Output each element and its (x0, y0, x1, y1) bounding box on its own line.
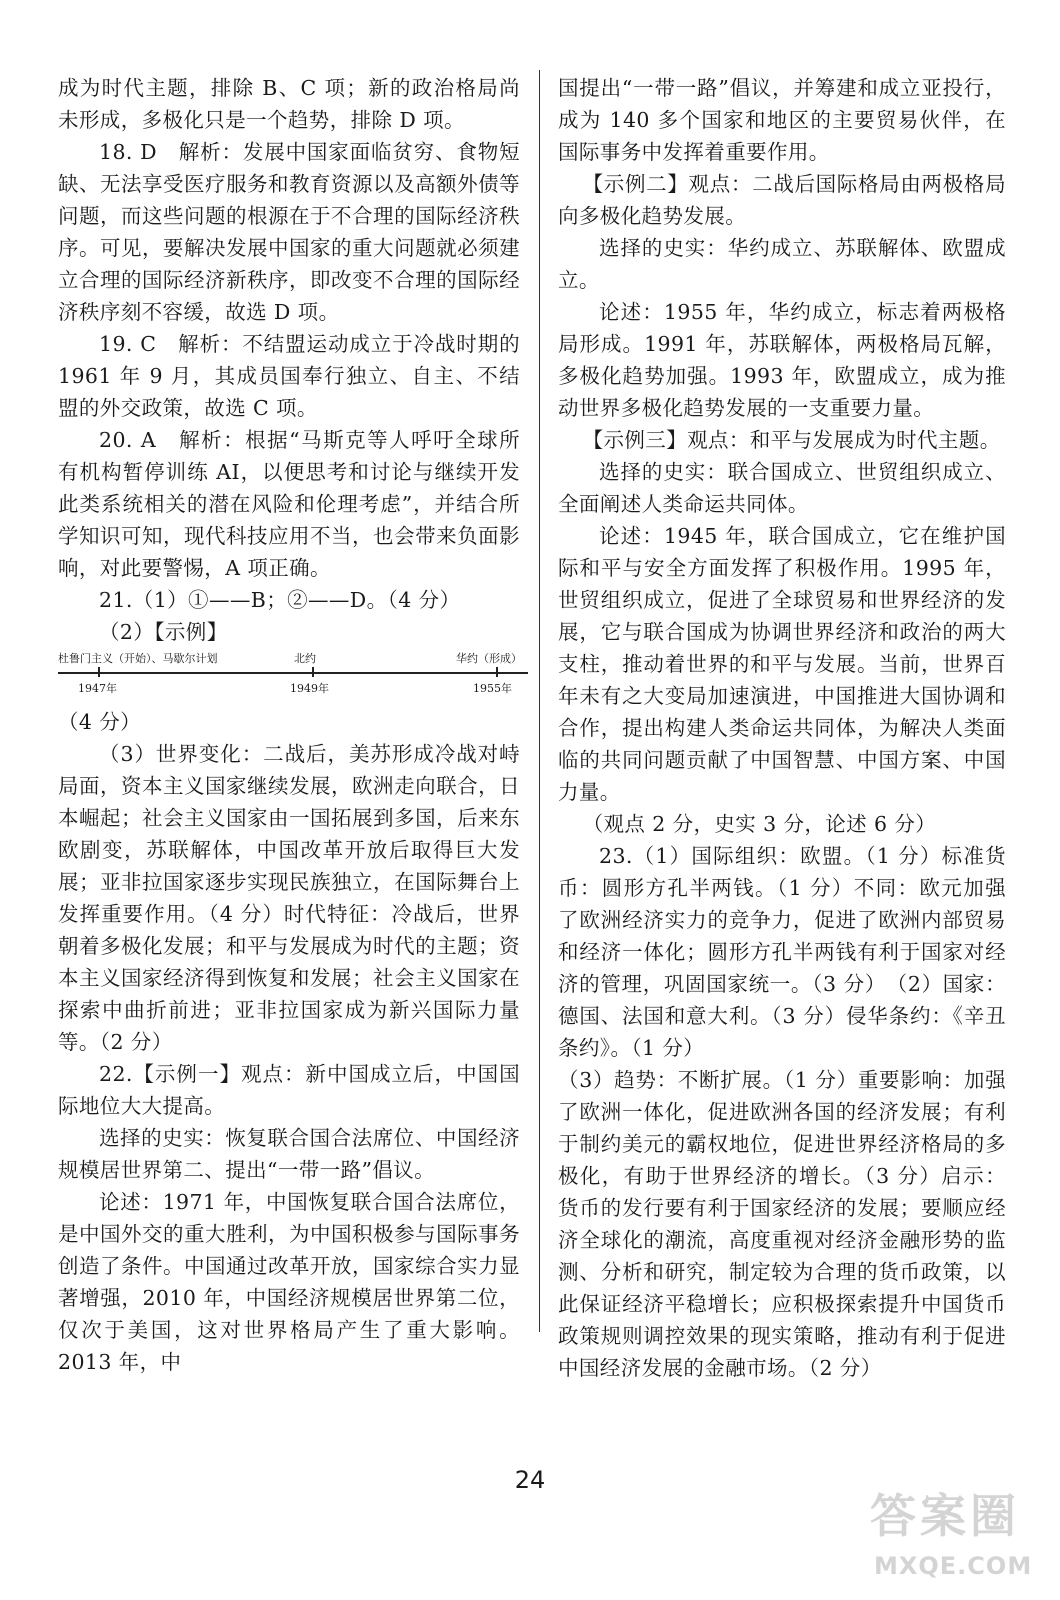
answer-21-part-3: （3）世界变化：二战后，美苏形成冷战对峙局面，资本主义国家继续发展，欧洲走向联合，日本崛起；社会主义国家由一国拓展到多国，后来东欧剧变，苏联解体，中国改革开放后取得巨大发展；亚非拉国家逐步实现民族独立，在国际舞台上发挥重要作用。（4 分）时代特征：冷战后，世界朝着多极化发展；和平与发展成为时代的主题；资本主义国家经济得到恢复和发展；社会主义国家在探索中曲折前进；亚非拉国家成为新兴国际力量等。（2 分） (58, 742, 520, 1054)
timeline-year-1947: 1947年 (78, 682, 117, 695)
answer-21-part-1: 21.（1）①——B；②——D。（4 分） (99, 588, 461, 612)
answer-18: 18. D 解析：发展中国家面临贫穷、食物短缺、无法享受医疗服务和教育资源以及高额外债等问题，而这些问题的根源在于不合理的国际经济秩序。可见，要解决发展中国家的重大问题就必须建立合理的国际经济新秩序，即改变不合理的国际经济秩序刻不容缓，故选 D 项。 (58, 140, 520, 324)
answer-23-part-3: （3）趋势：不断扩展。（1 分）重要影响：加强了欧洲一体化，促进欧洲各国的经济发展；有利于制约美元的霸权地位，促进世界经济格局的多极化，有助于世界经济的增长。（3 分）启示：货币的发行要有利于国家经济的发展；要顺应经济全球化的潮流，高度重视对经济金融形势的监测、分析和研究，制定较为合理的货币政策，以此保证经济平稳增长；应积极探索提升中国货币政策规则调控效果的现实策略，推动有利于促进中国经济发展的金融市场。（2 分） (558, 1068, 1006, 1380)
answer-21-part-2-score: （4 分） (58, 710, 142, 734)
answer-22-example-1-facts: 选择的史实：恢复联合国合法席位、中国经济规模居世界第二、提出“一带一路”倡议。 (58, 1126, 520, 1182)
answer-22-example-3-essay: 论述：1945 年，联合国成立，它在维护国际和平与安全方面发挥了积极作用。1995 年，世贸组织成立，促进了全球贸易和世界经济的发展，它与联合国成为协调世界经济和政治的两大支柱，推动着世界的和平与发展。当前，世界百年未有之大变局加速演进，中国推进大国协调和合作，提出构建人类命运共同体，为解决人类面临的共同问题贡献了中国智慧、中国方案、中国力量。 (558, 524, 1006, 804)
timeline-year-1955: 1955年 (473, 682, 512, 695)
answer-22-example-3: 【示例三】观点：和平与发展成为时代主题。 (582, 428, 1001, 452)
answer-19: 19. C 解析：不结盟运动成立于冷战时期的 1961 年 9 月，其成员国奉行独立、自主、不结盟的外交政策，故选 C 项。 (58, 332, 520, 420)
timeline-tick (98, 667, 100, 677)
timeline-event-1949: 北约 (294, 652, 316, 665)
answer-22-scoring: （观点 2 分，史实 3 分，论述 6 分） (582, 812, 937, 836)
timeline-event-1947: 杜鲁门主义（开始）、马歇尔计划 (58, 652, 218, 665)
watermark-logo (870, 1488, 1050, 1592)
column-divider (539, 70, 540, 1332)
answer-22-example-2-facts: 选择的史实：华约成立、苏联解体、欧盟成立。 (558, 236, 1006, 292)
left-column (58, 72, 520, 1378)
timeline-tick (312, 667, 314, 677)
timeline-year-1949: 1949年 (290, 682, 329, 695)
right-column (558, 72, 1006, 1384)
cold-war-timeline (58, 652, 520, 704)
page-number: 24 (514, 1466, 546, 1494)
timeline-event-1955: 华约（形成） (456, 652, 522, 665)
timeline-axis (58, 672, 528, 674)
answer-22-example-3-facts: 选择的史实：联合国成立、世贸组织成立、全面阐述人类命运共同体。 (558, 460, 1006, 516)
timeline-tick (496, 667, 498, 677)
answer-22-example-1: 22.【示例一】观点：新中国成立后，中国国际地位大大提高。 (58, 1062, 520, 1118)
answer-22-example-1-continued: 国提出“一带一路”倡议，并筹建和成立亚投行，成为 140 多个国家和地区的主要贸易伙伴，在国际事务中发挥着重要作用。 (558, 76, 1006, 164)
answer-17-continued: 成为时代主题，排除 B、C 项；新的政治格局尚未形成，多极化只是一个趋势，排除 D 项。 (58, 76, 520, 132)
answer-22-example-1-essay: 论述：1971 年，中国恢复联合国合法席位，是中国外交的重大胜利，为中国积极参与国际事务创造了条件。中国通过改革开放，国家综合实力显著增强，2010 年，中国经济规模居世界第二位，仅次于美国，这对世界格局产生了重大影响。2013 年，中 (58, 1190, 520, 1374)
answer-21-part-2-heading: （2）【示例】 (99, 620, 228, 644)
answer-20: 20. A 解析：根据“马斯克等人呼吁全球所有机构暂停训练 AI，以便思考和讨论与继续开发此类系统相关的潜在风险和伦理考虑”，并结合所学知识可知，现代科技应用不当，也会带来负面影响，对此要警惕，A 项正确。 (58, 428, 520, 580)
answer-22-example-2-essay: 论述：1955 年，华约成立，标志着两极格局形成。1991 年，苏联解体，两极格局瓦解，多极化趋势加强。1993 年，欧盟成立，成为推动世界多极化趋势发展的一支重要力量。 (558, 300, 1006, 420)
watermark-logo-text: 答案圈 (870, 1489, 1020, 1543)
answer-23: 23.（1）国际组织：欧盟。（1 分）标准货币：圆形方孔半两钱。（1 分）不同：欧元加强了欧洲经济实力的竞争力，促进了欧洲内部贸易和经济一体化；圆形方孔半两钱有利于国家对经济的管理，巩固国家统一。（3 分） （2）国家：德国、法国和意大利。（3 分）侵华条约：《辛丑条约》。（1 分） (558, 844, 1006, 1060)
watermark-url: MXQE.COM (874, 1552, 1033, 1580)
answer-22-example-2: 【示例二】观点：二战后国际格局由两极格局向多极化趋势发展。 (558, 172, 1006, 228)
